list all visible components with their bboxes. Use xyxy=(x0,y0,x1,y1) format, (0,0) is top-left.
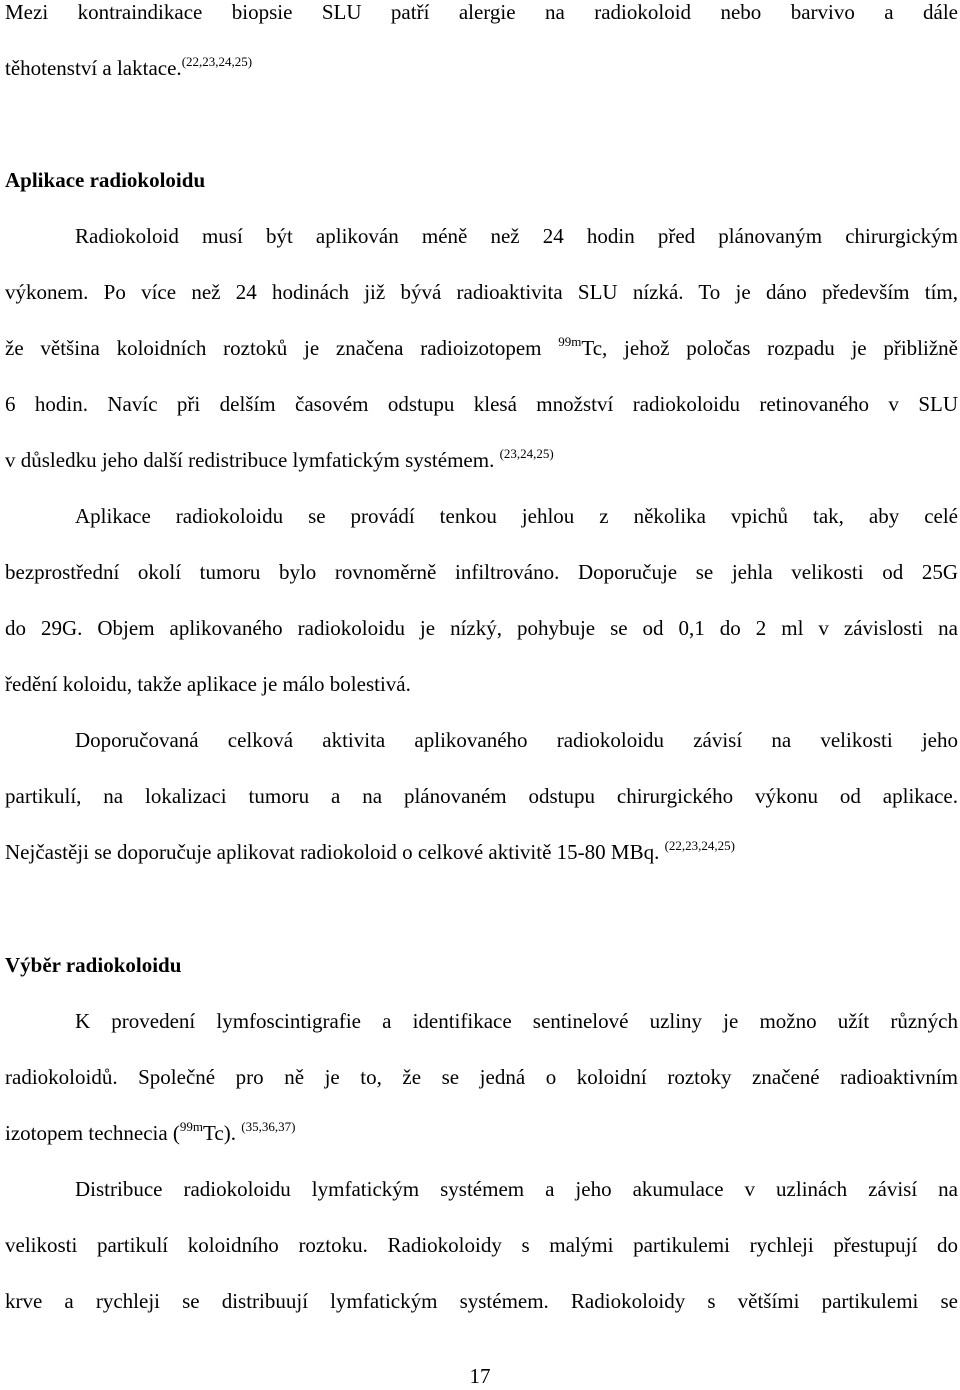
citation: (22,23,24,25) xyxy=(664,838,736,853)
paragraph-line: v důsledku jeho další redistribuce lymfatickým systémem. $^{(23,24,25)}$ xyxy=(5,446,554,472)
paragraph-line: partikulí, na lokalizaci tumoru a na plánovaném odstupu chirurgického výkonu od aplikace. xyxy=(5,784,958,808)
isotope-mass: 99m xyxy=(179,1119,204,1134)
isotope-mass: 99m xyxy=(558,334,582,349)
citation: (35,36,37) xyxy=(241,1119,296,1134)
paragraph-line: Aplikace radiokoloidu se provádí tenkou jehlou z několika vpichů tak, aby celé xyxy=(75,504,958,528)
paragraph-line: že většina koloidních roztoků je značena radioizotopem $^{99m}$Tc, jehož poločas rozpadu je přibližně xyxy=(5,334,958,360)
paragraph-line: Nejčastěji se doporučuje aplikovat radiokoloid o celkové aktivitě 15-80 MBq. $^{(22,23,24,25)}$ xyxy=(5,838,736,864)
paragraph-line: 6 hodin. Navíc při delším časovém odstupu klesá množství radiokoloidu retinovaného v SLU xyxy=(5,392,958,416)
section-heading: Aplikace radiokoloidu xyxy=(5,168,206,192)
paragraph-line: Mezi kontraindikace biopsie SLU patří alergie na radiokoloid nebo barvivo a dále xyxy=(5,0,958,24)
citation: (23,24,25) xyxy=(499,446,554,461)
paragraph-line: těhotenství a laktace.$^{(22,23,24,25)}$ xyxy=(5,54,253,80)
paragraph-line: ředění koloidu, takže aplikace je málo bolestivá. xyxy=(5,672,411,696)
paragraph-line: krve a rychleji se distribuují lymfatickým systémem. Radiokoloidy s většími partikulemi se xyxy=(5,1289,958,1313)
citation: (22,23,24,25) xyxy=(181,54,253,69)
page-number: 17 xyxy=(469,1364,491,1388)
paragraph-line: Doporučovaná celková aktivita aplikovaného radiokoloidu závisí na velikosti jeho xyxy=(75,728,958,752)
paragraph-line: velikosti partikulí koloidního roztoku. Radiokoloidy s malými partikulemi rychleji přestupují do xyxy=(5,1233,958,1257)
paragraph-line: bezprostřední okolí tumoru bylo rovnoměrně infiltrováno. Doporučuje se jehla velikosti od 25G xyxy=(5,560,958,584)
paragraph-line: do 29G. Objem aplikovaného radiokoloidu je nízký, pohybuje se od 0,1 do 2 ml v závislosti na xyxy=(5,616,958,640)
paragraph-line: výkonem. Po více než 24 hodinách již bývá radioaktivita SLU nízká. To je dáno především tím, xyxy=(5,280,958,304)
paragraph-line: Radiokoloid musí být aplikován méně než 24 hodin před plánovaným chirurgickým xyxy=(75,224,958,248)
paragraph-line: Distribuce radiokoloidu lymfatickým systémem a jeho akumulace v uzlinách závisí na xyxy=(75,1177,958,1201)
paragraph-line: K provedení lymfoscintigrafie a identifikace sentinelové uzliny je možno užít různých xyxy=(75,1009,958,1033)
paragraph-line: izotopem technecia ($^{99m}$Tc). $^{(35,36,37)}$ xyxy=(5,1119,296,1145)
paragraph-line: radiokoloidů. Společné pro ně je to, že se jedná o koloidní roztoky značené radioaktivním xyxy=(5,1065,958,1089)
section-heading: Výběr radiokoloidu xyxy=(5,953,182,977)
